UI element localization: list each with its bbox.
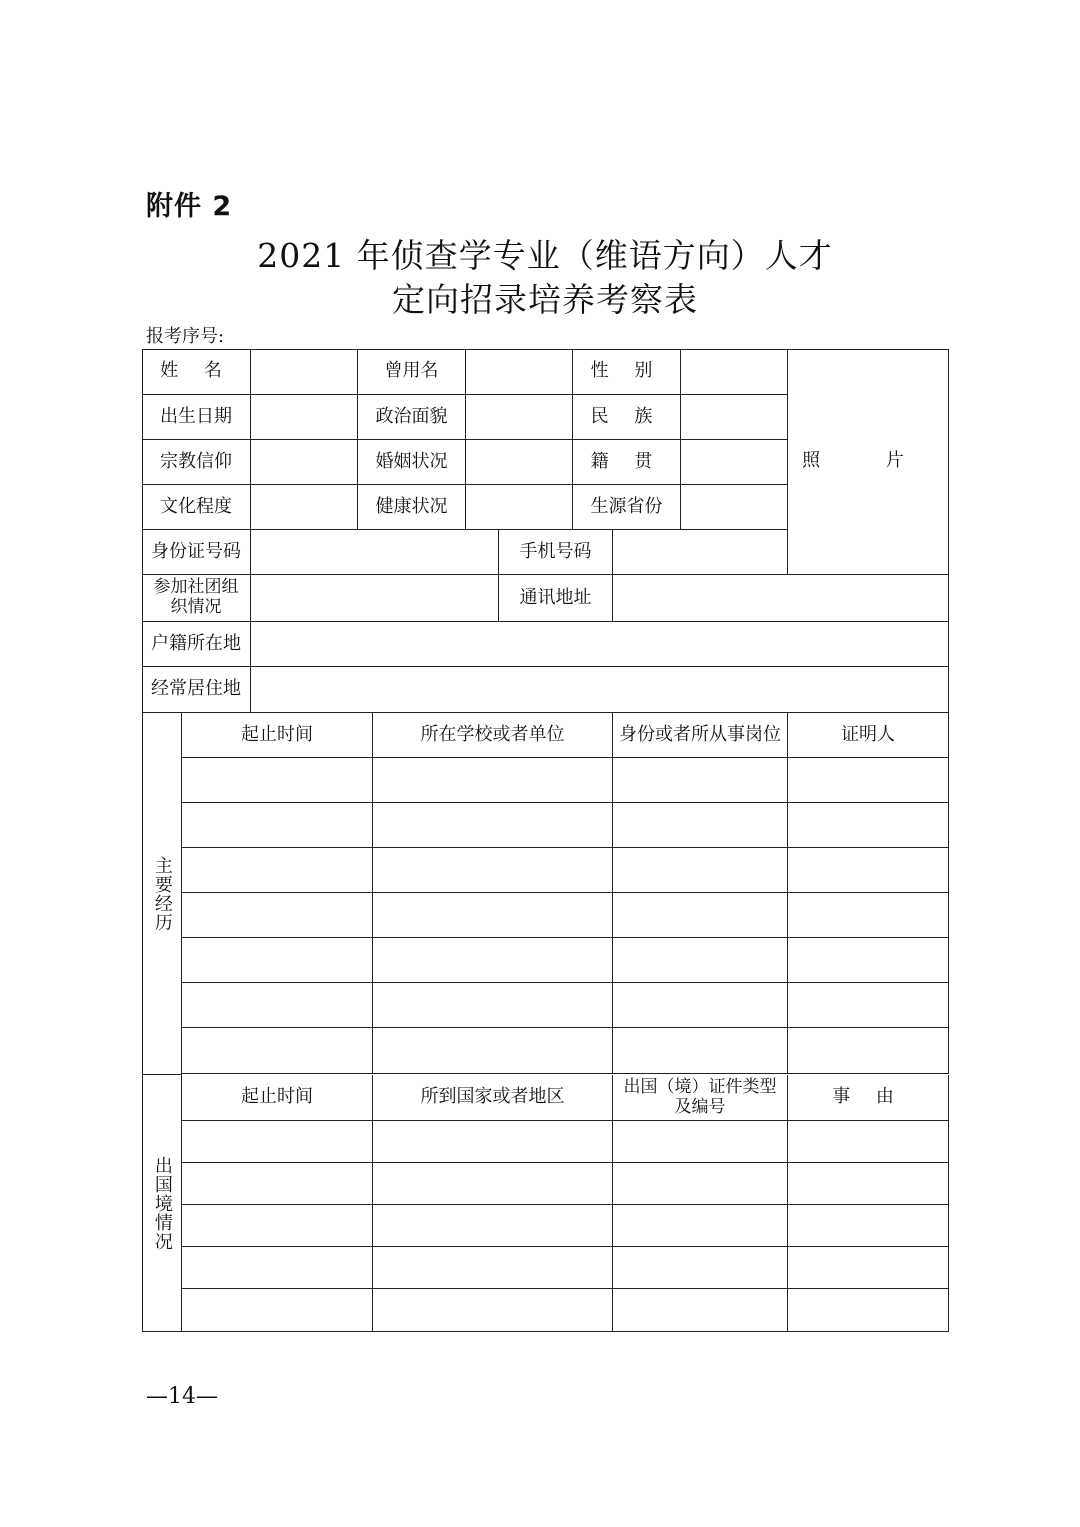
- experience-row-role-cell[interactable]: [613, 803, 788, 848]
- gender-field[interactable]: [681, 349, 788, 395]
- experience-row-extra-cell[interactable]: [788, 938, 949, 983]
- form-title-line1: 2021 年侦查学专业（维语方向）人才: [257, 236, 833, 275]
- travel-header-document: 出国（境）证件类型及编号: [613, 1075, 788, 1121]
- experience-row-period-cell[interactable]: [182, 758, 373, 803]
- experience-row-period-cell[interactable]: [182, 848, 373, 893]
- marital-status-field[interactable]: [466, 440, 573, 485]
- travel-row-place-cell[interactable]: [373, 1205, 613, 1247]
- experience-row-period-cell[interactable]: [182, 938, 373, 983]
- experience-row-period-cell[interactable]: [182, 803, 373, 848]
- name-label: 姓 名: [142, 349, 251, 395]
- travel-header-destination: 所到国家或者地区: [373, 1075, 613, 1121]
- experience-row-extra-cell[interactable]: [788, 983, 949, 1028]
- travel-section-label: 出国境情况: [142, 1075, 182, 1332]
- religion-label: 宗教信仰: [142, 440, 251, 485]
- experience-row-place-cell[interactable]: [373, 983, 613, 1028]
- birth-date-label: 出生日期: [142, 395, 251, 440]
- travel-row-extra-cell[interactable]: [788, 1163, 949, 1205]
- form-title-line2: 定向招录培养考察表: [392, 280, 698, 319]
- experience-row-role-cell[interactable]: [613, 848, 788, 893]
- travel-row-period-cell[interactable]: [182, 1121, 373, 1163]
- residence-field[interactable]: [251, 667, 949, 713]
- source-province-label: 生源省份: [573, 485, 681, 530]
- experience-row-role-cell[interactable]: [613, 758, 788, 803]
- experience-header-witness: 证明人: [788, 713, 949, 758]
- travel-row-place-cell[interactable]: [373, 1289, 613, 1332]
- political-status-label: 政治面貌: [358, 395, 466, 440]
- experience-row-role-cell[interactable]: [613, 893, 788, 938]
- travel-row-extra-cell[interactable]: [788, 1247, 949, 1289]
- experience-header-position: 身份或者所从事岗位: [613, 713, 788, 758]
- native-place-field[interactable]: [681, 440, 788, 485]
- id-number-label: 身份证号码: [142, 530, 251, 575]
- organizations-label: 参加社团组织情况: [142, 575, 251, 622]
- ethnicity-field[interactable]: [681, 395, 788, 440]
- marital-status-label: 婚姻状况: [358, 440, 466, 485]
- ethnicity-label: 民 族: [573, 395, 681, 440]
- id-number-field[interactable]: [251, 530, 499, 575]
- household-registration-label: 户籍所在地: [142, 622, 251, 667]
- experience-row-period-cell[interactable]: [182, 1028, 373, 1074]
- travel-row-period-cell[interactable]: [182, 1247, 373, 1289]
- experience-row-period-cell[interactable]: [182, 983, 373, 1028]
- former-name-field[interactable]: [466, 349, 573, 395]
- address-label: 通讯地址: [499, 575, 613, 622]
- organizations-field[interactable]: [251, 575, 499, 622]
- experience-row-extra-cell[interactable]: [788, 848, 949, 893]
- experience-row-place-cell[interactable]: [373, 1028, 613, 1074]
- travel-row-role-cell[interactable]: [613, 1121, 788, 1163]
- birth-date-field[interactable]: [251, 395, 358, 440]
- experience-row-role-cell[interactable]: [613, 938, 788, 983]
- travel-row-role-cell[interactable]: [613, 1289, 788, 1332]
- travel-row-place-cell[interactable]: [373, 1121, 613, 1163]
- travel-row-role-cell[interactable]: [613, 1163, 788, 1205]
- travel-row-period-cell[interactable]: [182, 1163, 373, 1205]
- experience-row-extra-cell[interactable]: [788, 758, 949, 803]
- experience-header-organization: 所在学校或者单位: [373, 713, 613, 758]
- serial-number-label: 报考序号:: [146, 326, 225, 347]
- travel-row-role-cell[interactable]: [613, 1247, 788, 1289]
- former-name-label: 曾用名: [358, 349, 466, 395]
- experience-row-extra-cell[interactable]: [788, 803, 949, 848]
- household-registration-field[interactable]: [251, 622, 949, 667]
- experience-row-role-cell[interactable]: [613, 983, 788, 1028]
- experience-row-role-cell[interactable]: [613, 1028, 788, 1074]
- phone-field[interactable]: [613, 530, 788, 575]
- native-place-label: 籍 贯: [573, 440, 681, 485]
- page-number: —14—: [146, 1384, 218, 1409]
- experience-row-extra-cell[interactable]: [788, 1028, 949, 1074]
- inspection-form-table: [142, 349, 949, 1332]
- religion-field[interactable]: [251, 440, 358, 485]
- experience-row-extra-cell[interactable]: [788, 893, 949, 938]
- education-label: 文化程度: [142, 485, 251, 530]
- travel-row-period-cell[interactable]: [182, 1205, 373, 1247]
- experience-row-place-cell[interactable]: [373, 803, 613, 848]
- experience-row-place-cell[interactable]: [373, 758, 613, 803]
- attachment-label: 附件 2: [146, 191, 233, 222]
- experience-row-place-cell[interactable]: [373, 848, 613, 893]
- gender-label: 性 别: [573, 349, 681, 395]
- phone-label: 手机号码: [499, 530, 613, 575]
- political-status-field[interactable]: [466, 395, 573, 440]
- travel-header-reason: 事 由: [788, 1075, 949, 1121]
- travel-row-place-cell[interactable]: [373, 1247, 613, 1289]
- travel-row-place-cell[interactable]: [373, 1163, 613, 1205]
- travel-row-period-cell[interactable]: [182, 1289, 373, 1332]
- travel-row-extra-cell[interactable]: [788, 1289, 949, 1332]
- travel-row-extra-cell[interactable]: [788, 1121, 949, 1163]
- experience-row-period-cell[interactable]: [182, 893, 373, 938]
- experience-section-label: 主要经历: [142, 713, 182, 1075]
- travel-header-period: 起止时间: [182, 1075, 373, 1121]
- education-field[interactable]: [251, 485, 358, 530]
- photo-box[interactable]: 照 片: [788, 349, 949, 575]
- health-field[interactable]: [466, 485, 573, 530]
- source-province-field[interactable]: [681, 485, 788, 530]
- experience-row-place-cell[interactable]: [373, 893, 613, 938]
- experience-header-period: 起止时间: [182, 713, 373, 758]
- residence-label: 经常居住地: [142, 667, 251, 713]
- travel-row-extra-cell[interactable]: [788, 1205, 949, 1247]
- address-field[interactable]: [613, 575, 949, 622]
- name-field[interactable]: [251, 349, 358, 395]
- experience-row-place-cell[interactable]: [373, 938, 613, 983]
- travel-row-role-cell[interactable]: [613, 1205, 788, 1247]
- health-label: 健康状况: [358, 485, 466, 530]
